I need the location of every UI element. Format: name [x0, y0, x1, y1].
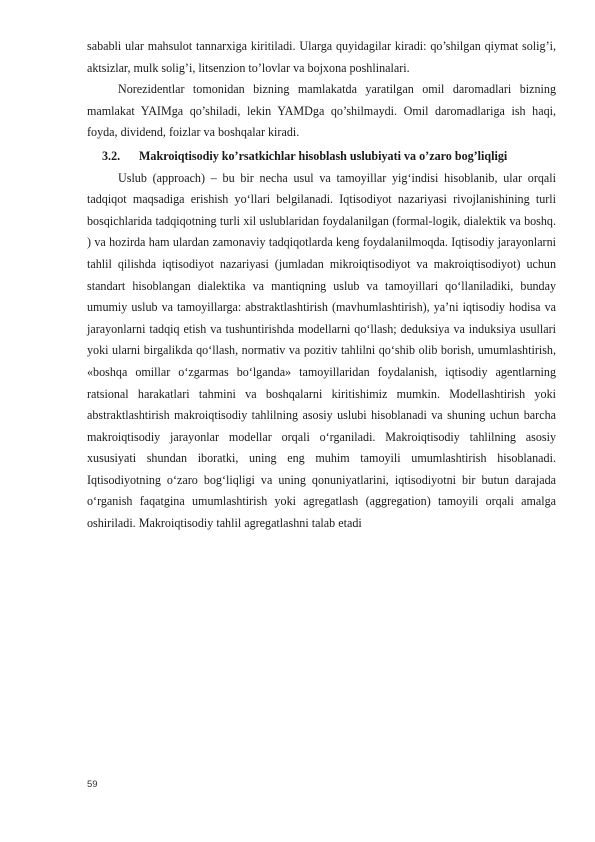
- paragraph-tax-continuation: sababli ular mahsulot tannarxiga kiritiladi. Ularga quyidagilar kiradi: qo’shilgan qiymat solig’i, aktsizlar, mulk solig’i, litsenzion to’lovlar va bojxona poshlinalari.: [87, 39, 556, 75]
- paragraph-approach-methods: Uslub (approach) – bu bir necha usul va tamoyillar yig‘indisi hisoblanib, ular orqali tadqiqot maqsadiga erishish yo‘llari belgilanadi. Iqtisodiyot nazariyasi rivojlanishining turli bosqichlarida tadqiqotning turli xil uslublaridan foydalanilgan (formal-logik, dialektik va boshq. ) va hozirda ham ulardan zamonaviy tadqiqotlarda keng foydalanilmoqda. Iqtisodiy jarayonlarni tahlil qilishda iqtisodiyot nazariyasi (jumladan mikroiqtisodiyot va makroiqtisodiyot) uchun standart hisoblangan dialektika va mantiqning uslub va tamoyillari qo‘llaniladiki, bunday umumiy uslub va tamoyillarga: abstraktlashtirish (mavhumlashtirish), ya’ni iqtisodiy hodisa va jarayonlarni tadqiq etish va tushuntirishda modellarni qo‘llash; deduksiya va induksiya usullari yoki ularni birgalikda qo‘llash, normativ va pozitiv tahlilni qo‘shib olib borish, umumlashtirish, «boshqa omillar o‘zgarmas bo‘lganda» tamoyillaridan foydalanish, iqtisodiy agentlarning ratsional harakatlari tahmini va boshqalarni kiritishimiz mumkin. Modellashtirish yoki abstraktlashtirish makroiqtisodiy tahlilning asosiy uslubi hisoblanadi va shuning uchun barcha makroiqtisodiy jarayonlar modellar orqali o‘rganiladi. Makroiqtisodiy tahlilning asosiy xususiyati shundan iboratki, uning eng muhim tamoyili umumlashtirish hisoblanadi. Iqtisodiyotning o‘zaro bog‘liqligi va uning qonuniyatlarini, iqtisodiyotni bir butun darajada o‘rganish faqatgina umumlashtirish yoki agregatlash (aggregation) tamoyili orqali amalga oshiriladi. Makroiqtisodiy tahlil agregatlashni talab etadi: [87, 170, 556, 531]
- section-heading: [87, 146, 556, 168]
- paragraph-nonresidents-income: Norezidentlar tomonidan bizning mamlakatda yaratilgan omil daromadlari bizning mamlakat YAIMga qo’shiladi, lekin YAMDga qo’shilmaydi. Omil daromadlariga ish haqi, foyda, dividend, foizlar va boshqalar kiradi.: [87, 82, 556, 140]
- page-number: 59: [87, 779, 98, 790]
- document-page: [87, 36, 556, 535]
- section-title: Makroiqtisodiy ko’rsatkichlar hisoblash uslubiyati va o’zaro bog’liqligi: [139, 148, 508, 163]
- section-number: 3.2.: [102, 148, 121, 163]
